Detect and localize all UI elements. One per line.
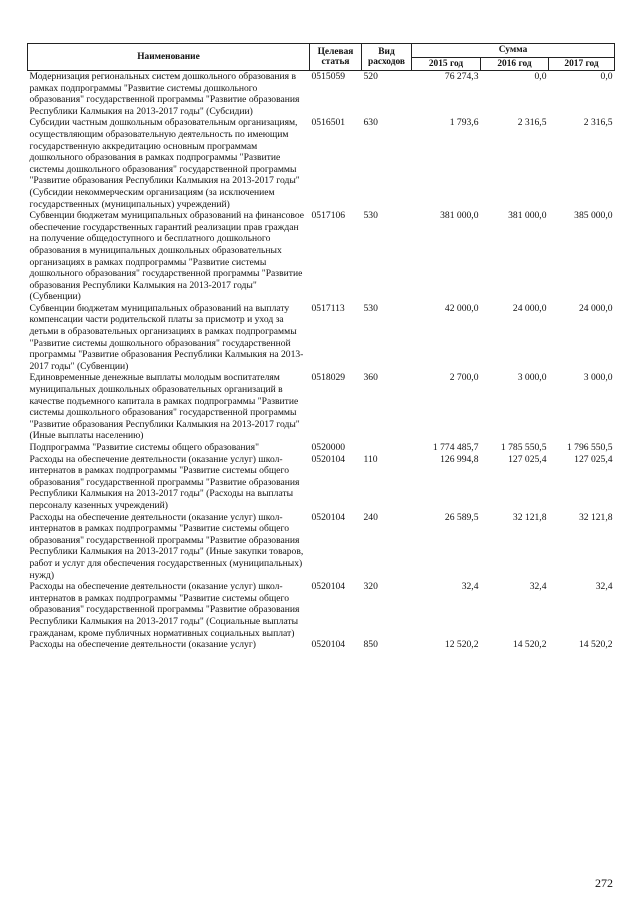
row-expense-type: 630	[363, 117, 378, 129]
table-header	[28, 44, 615, 71]
row-amount-2015: 381 000,0	[440, 210, 479, 222]
header-year-2017: 2017 год	[549, 57, 615, 71]
row-amount-2016: 32 121,8	[512, 511, 547, 523]
row-amount-2015: 76 274,3	[444, 71, 479, 82]
row-amount-2015: 12 520,2	[444, 639, 479, 651]
table-row	[28, 512, 615, 582]
row-expense-type: 850	[363, 639, 378, 651]
row-amount-2016: 2 316,5	[517, 117, 547, 129]
row-expense-type: 320	[363, 581, 378, 593]
row-expense-type: 520	[363, 71, 378, 82]
row-amount-2016: 0,0	[534, 71, 547, 82]
row-amount-2015: 126 994,8	[440, 453, 479, 465]
row-amount-2017: 1 796 550,5	[566, 442, 613, 453]
row-amount-2017: 3 000,0	[583, 372, 613, 384]
header-year-2015: 2015 год	[412, 57, 481, 71]
row-amount-2017: 32,4	[595, 581, 613, 593]
row-expense-type	[362, 442, 412, 454]
row-amount-2017: 32 121,8	[578, 511, 613, 523]
page-number: 272	[595, 876, 613, 890]
table-row	[28, 117, 615, 210]
row-amount-2015: 32,4	[461, 581, 479, 593]
table-row	[28, 71, 615, 118]
row-amount-2017: 0,0	[600, 71, 613, 82]
row-name: Расходы на обеспечение деятельности (оказание услуг) школ-интернатов в рамках подпрограммы "Развитие системы общего образования" государственной программы "Развитие образования Республики Калмыкия на 2013-2017 годы" (Иные закупки товаров, работ и услуг для обеспечения государственных (муниципальных) нужд)	[29, 511, 304, 581]
table-row	[28, 210, 615, 303]
row-amount-2016: 381 000,0	[508, 210, 547, 222]
row-name: Расходы на обеспечение деятельности (оказание услуг) школ-интернатов в рамках подпрограммы "Развитие системы общего образования" государственной программы "Развитие образования Республики Калмыкия на 2013-2017 годы" (Социальные выплаты гражданам, кроме публичных нормативных социальных выплат)	[29, 581, 300, 639]
row-amount-2015: 2 700,0	[449, 372, 479, 384]
table-row	[28, 303, 615, 373]
header-expense-type: Вид расходов	[362, 44, 412, 71]
row-target-article: 0520104	[311, 511, 346, 523]
row-amount-2016: 127 025,4	[508, 453, 547, 465]
row-target-article: 0520000	[311, 442, 346, 453]
row-amount-2015: 1 793,6	[449, 117, 479, 129]
row-name: Субвенции бюджетам муниципальных образований на финансовое обеспечение государственных гарантий реализации прав граждан на получение общедоступного и бесплатного дошкольного образования в муниципальных дошкольных образовательных организациях в рамках подпрограммы "Развитие системы дошкольного образования" государственной программы "Развитие образования Республики Калмыкия на 2013-2017 годы" (Субвенции)	[29, 210, 305, 303]
table-row	[28, 581, 615, 639]
row-target-article: 0520104	[311, 453, 346, 465]
header-name: Наименование	[28, 44, 310, 71]
row-name: Единовременные денежные выплаты молодым воспитателям муниципальных дошкольных образовательных организаций в качестве подъемного капитала в рамках подпрограммы "Развитие системы дошкольного образования" государственной программы "Развитие образования Республики Калмыкия на 2013-2017 годы" (Иные выплаты населению)	[29, 372, 300, 442]
row-name: Субсидии частным дошкольным образовательным организациям, осуществляющим образовательную деятельность по имеющим государственную аккредитацию основным программам дошкольного образования в рамках подпрограммы "Развитие системы дошкольного образования" государственной программы "Развитие образования Республики Калмыкия на 2013-2017 годы" (Субсидии некоммерческим организациям (за исключением государственных (муниципальных) учреждений)	[29, 117, 300, 210]
row-target-article: 0520104	[311, 639, 346, 651]
row-amount-2017: 2 316,5	[583, 117, 613, 129]
row-name: Расходы на обеспечение деятельности (оказание услуг) школ-интернатов в рамках подпрограммы "Развитие системы общего образования" государственной программы "Развитие образования Республики Калмыкия на 2013-2017 годы" (Расходы на выплаты персоналу казенных учреждений)	[29, 453, 300, 511]
budget-table	[27, 43, 615, 651]
row-expense-type: 240	[363, 511, 378, 523]
table-row	[28, 372, 615, 442]
table-row	[28, 639, 615, 651]
row-expense-type: 530	[363, 302, 378, 314]
row-target-article: 0515059	[311, 71, 346, 82]
header-year-2016: 2016 год	[481, 57, 549, 71]
row-target-article: 0516501	[311, 117, 346, 129]
row-amount-2015: 26 589,5	[444, 511, 479, 523]
row-amount-2016: 1 785 550,5	[500, 442, 547, 453]
row-amount-2017: 127 025,4	[574, 453, 613, 465]
row-expense-type: 110	[363, 453, 378, 465]
row-expense-type: 530	[363, 210, 378, 222]
row-amount-2016: 32,4	[529, 581, 547, 593]
header-target-article: Целевая статья	[310, 44, 362, 71]
row-amount-2015: 42 000,0	[444, 302, 479, 314]
row-target-article: 0517113	[311, 302, 345, 314]
row-target-article: 0518029	[311, 372, 346, 384]
row-amount-2017: 385 000,0	[574, 210, 613, 222]
row-name: Подпрограмма "Развитие системы общего образования"	[29, 442, 259, 453]
row-amount-2016: 24 000,0	[512, 302, 547, 314]
row-target-article: 0520104	[311, 581, 346, 593]
row-amount-2017: 14 520,2	[578, 639, 613, 651]
row-amount-2016: 14 520,2	[512, 639, 547, 651]
row-amount-2017: 24 000,0	[578, 302, 613, 314]
table-row	[28, 442, 615, 454]
table-row	[28, 454, 615, 512]
row-target-article: 0517106	[311, 210, 346, 222]
row-amount-2016: 3 000,0	[517, 372, 547, 384]
table-body	[28, 71, 615, 651]
row-name: Модернизация региональных систем дошкольного образования в рамках подпрограммы "Развитие системы дошкольного образования" государственной программы "Развитие образования Республики Калмыкия на 2013-2017 годы" (Субсидии)	[29, 71, 300, 117]
row-name: Расходы на обеспечение деятельности (оказание услуг)	[29, 639, 256, 651]
row-name: Субвенции бюджетам муниципальных образований на выплату компенсации части родительской платы за присмотр и уход за детьми в образовательных организациях в рамках подпрограммы "Развитие системы дошкольного образования" государственной программы "Развитие образования Республики Калмыкия на 2013-2017 годы" (Субвенции)	[29, 302, 304, 372]
row-expense-type: 360	[363, 372, 378, 384]
header-sum: Сумма	[412, 44, 615, 58]
row-amount-2015: 1 774 485,7	[432, 442, 479, 453]
